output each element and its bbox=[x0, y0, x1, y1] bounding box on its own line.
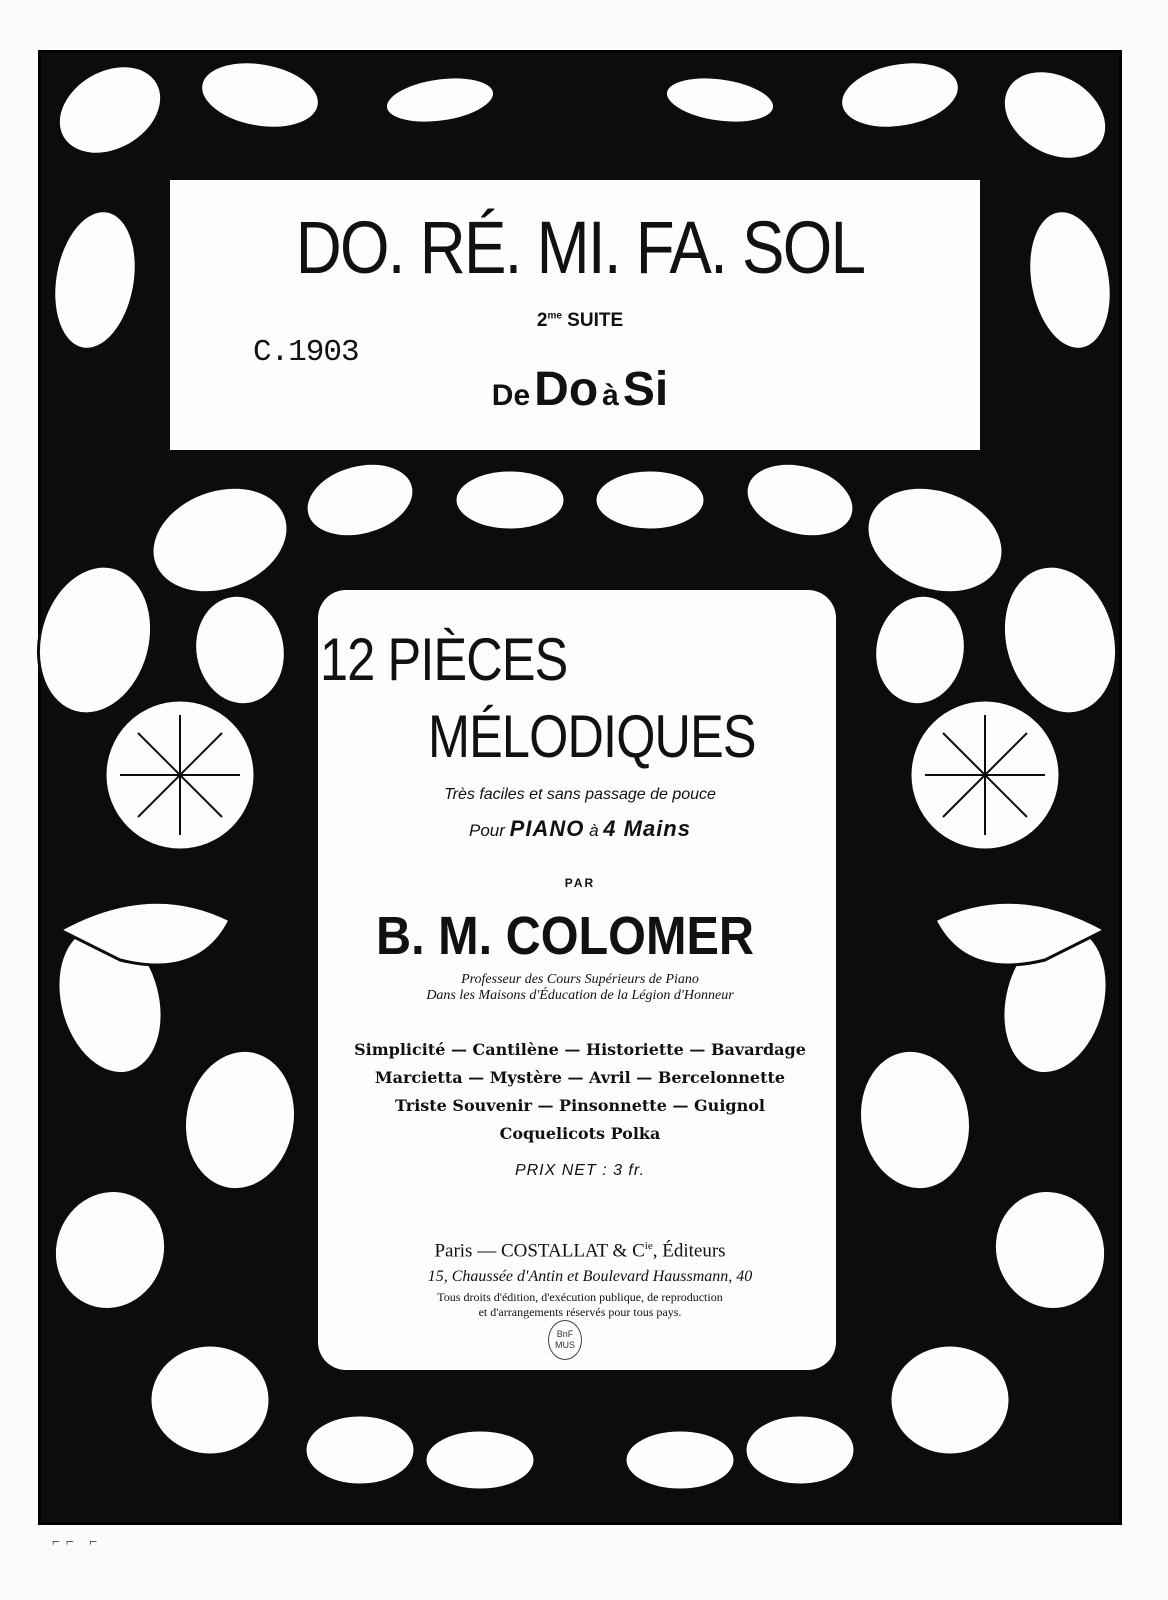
publisher bbox=[360, 1240, 800, 1262]
credential-line: Professeur des Cours Supérieurs de Piano bbox=[461, 972, 699, 987]
work-title-line2: MÉLODIQUES bbox=[428, 703, 756, 770]
publisher-superscript: ie bbox=[644, 1240, 653, 1252]
rights-notice bbox=[360, 1290, 800, 1320]
suite-number: 2 bbox=[536, 310, 548, 331]
catalog-number: C.1903 bbox=[253, 335, 359, 370]
stamp-line: MUS bbox=[555, 1340, 575, 1350]
instrumentation bbox=[360, 816, 800, 842]
subtitle-do: Do bbox=[534, 363, 599, 416]
page-title: DO. RÉ. MI. FA. SOL bbox=[295, 206, 865, 289]
instrument-hands: 4 Mains bbox=[603, 816, 691, 841]
stamp-line: BnF bbox=[556, 1329, 574, 1339]
work-title-line1: 12 PIÈCES bbox=[320, 626, 568, 693]
corner-mark: ⌐⌐ ⌐ bbox=[52, 1535, 104, 1550]
publisher-suffix: , Éditeurs bbox=[652, 1240, 726, 1262]
composer-name: B. M. COLOMER bbox=[376, 906, 754, 966]
rights-line: et d'arrangements réservés pour tous pays. bbox=[478, 1305, 682, 1319]
composer-credentials bbox=[360, 972, 800, 1004]
library-stamp bbox=[548, 1320, 582, 1360]
suite-superscript: me bbox=[547, 310, 562, 322]
pieces-list bbox=[330, 1036, 830, 1148]
pieces-line: Simplicité — Cantilène — Historiette — Bavardage bbox=[354, 1040, 806, 1059]
publisher-address: 15, Chaussée d'Antin et Boulevard Haussmann, 40 bbox=[427, 1268, 753, 1285]
by-label: PAR bbox=[564, 876, 596, 890]
subtitle bbox=[380, 362, 780, 417]
pieces-line: Marcietta — Mystère — Avril — Bercelonnette bbox=[374, 1068, 786, 1087]
subtitle-si: Si bbox=[622, 363, 669, 416]
price: PRIX NET : 3 fr. bbox=[514, 1162, 646, 1179]
credential-line: Dans les Maisons d'Éducation de la Légion d'Honneur bbox=[426, 988, 734, 1003]
pieces-line: Coquelicots Polka bbox=[499, 1124, 661, 1143]
suite-label bbox=[500, 310, 660, 332]
subtitle-de: De bbox=[491, 379, 531, 412]
suite-word: SUITE bbox=[567, 310, 624, 331]
publisher-prefix: Paris — COSTALLAT & C bbox=[434, 1240, 645, 1262]
subtitle-a: à bbox=[602, 379, 619, 412]
tagline: Très faciles et sans passage de pouce bbox=[444, 786, 716, 803]
pieces-line: Triste Souvenir — Pinsonnette — Guignol bbox=[395, 1096, 765, 1115]
rights-line: Tous droits d'édition, d'exécution publique, de reproduction bbox=[437, 1290, 723, 1304]
instrumentation-a: à bbox=[589, 821, 599, 840]
instrumentation-prefix: Pour bbox=[469, 821, 505, 840]
instrument-name: PIANO bbox=[509, 816, 585, 841]
